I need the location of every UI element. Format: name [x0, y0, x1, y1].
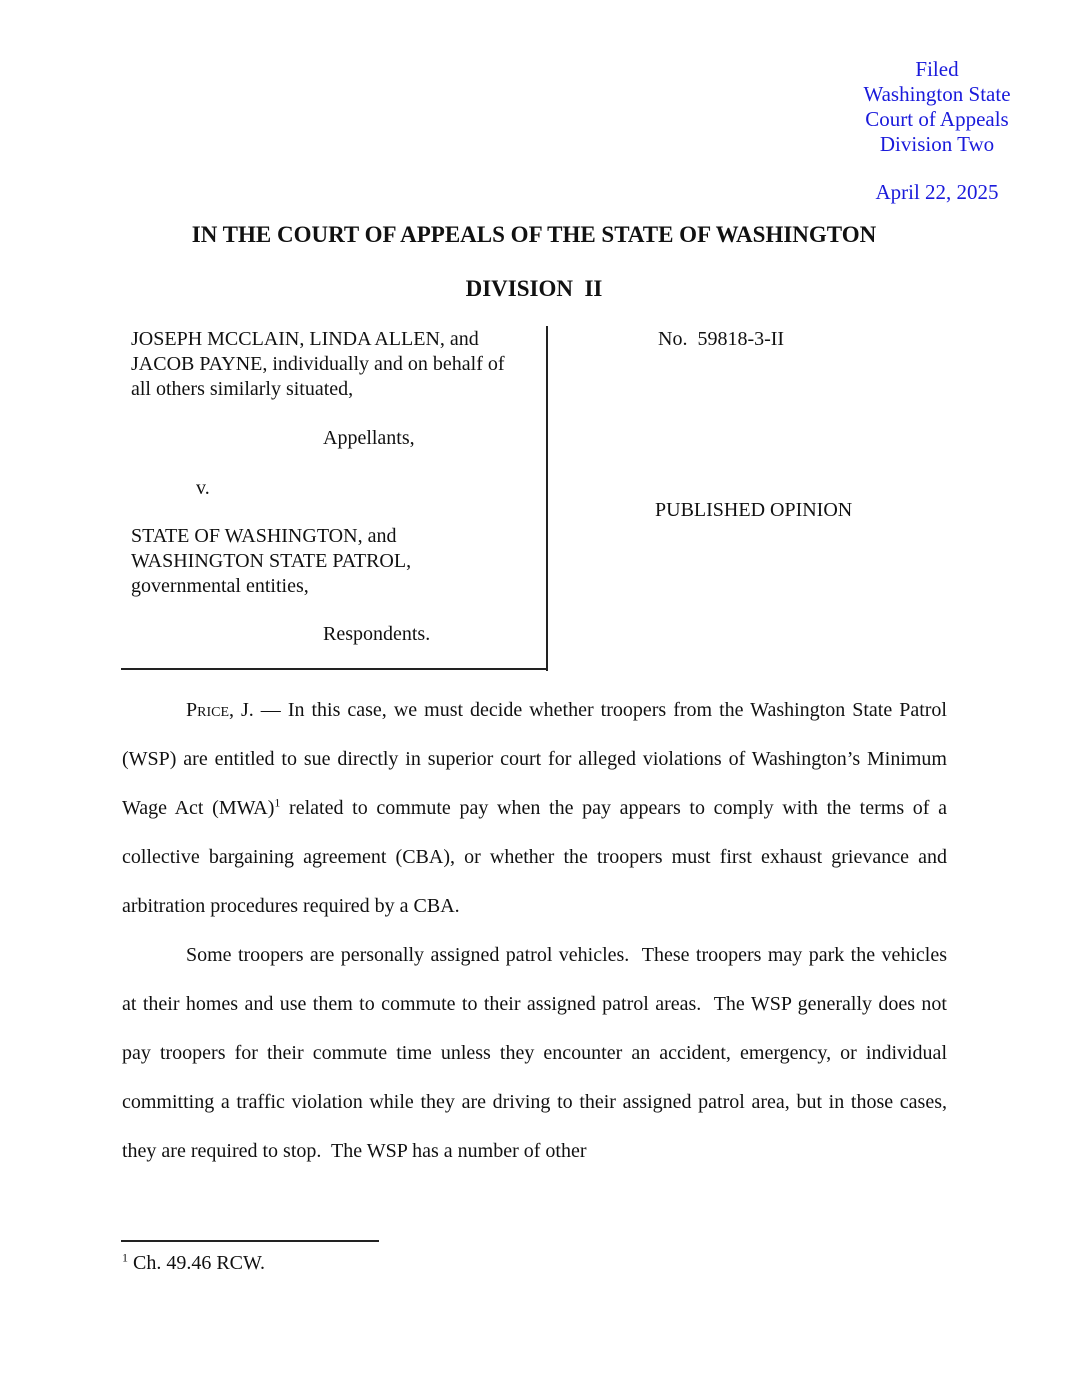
respondents-label: Respondents. [323, 623, 431, 645]
appellants-block [131, 327, 546, 402]
paragraph-1-text-a: In this case, we must decide whether troopers from the Washington State Patrol (WSP) are entitled to sue directly in superior court for alleged violations of Washington’s Minimum Wage Act (MWA) [122, 699, 947, 819]
respondents-block [131, 524, 546, 599]
court-division: DIVISION II [465, 276, 603, 301]
docket-number: No. 59818-3-II [658, 328, 785, 350]
paragraph-1-text-b: related to commute pay when the pay appears to comply with the terms of a collective bargaining agreement (CBA), or whether the troopers must first exhaust grievance and arbitration procedures required by a CBA. [122, 797, 947, 917]
stamp-line-4: Division Two [879, 132, 995, 156]
footnote-reference[interactable]: 1 [274, 795, 281, 810]
footnote-text: Ch. 49.46 RCW. [128, 1252, 266, 1274]
paragraph-2-text: Some troopers are personally assigned patrol vehicles. These troopers may park the vehicles at their homes and use them to commute to their assigned patrol areas. The WSP generally does not pay troopers for their commute time unless they encounter an accident, emergency, or individual committing a traffic violation while they are driving to their assigned patrol area, but in those cases, they are required to stop. The WSP has a number of other [122, 944, 952, 1162]
appellants-line-1: JOSEPH MCCLAIN, LINDA ALLEN, and [131, 328, 479, 350]
respondents-line-2: WASHINGTON STATE PATROL, [131, 550, 412, 572]
versus-label: v. [196, 477, 210, 499]
respondents-line-1: STATE OF WASHINGTON, and [131, 525, 397, 547]
stamp-line-1: Filed [915, 57, 959, 81]
filing-date: April 22, 2025 [875, 180, 999, 204]
respondents-line-3: governmental entities, [131, 575, 309, 597]
appellants-line-3: all others similarly situated, [131, 378, 354, 400]
stamp-line-2: Washington State [863, 82, 1011, 106]
opinion-type: PUBLISHED OPINION [655, 499, 853, 521]
footnote-separator [121, 1240, 379, 1242]
filing-stamp [852, 57, 1022, 157]
appellants-label: Appellants, [323, 427, 415, 449]
opinion-paragraph-2 [122, 931, 952, 1176]
appellants-line-2: JACOB PAYNE, individually and on behalf of [131, 353, 505, 375]
caption-vertical-divider [546, 326, 548, 671]
author-suffix: , J. — [229, 699, 288, 721]
opinion-paragraph-1 [122, 686, 947, 931]
footnote [122, 1252, 265, 1275]
stamp-line-3: Court of Appeals [865, 107, 1009, 131]
court-title: IN THE COURT OF APPEALS OF THE STATE OF WASHINGTON [191, 222, 877, 247]
caption-horizontal-divider [121, 668, 548, 670]
author-name: Price [186, 699, 230, 721]
footnote-number: 1 [122, 1250, 128, 1265]
